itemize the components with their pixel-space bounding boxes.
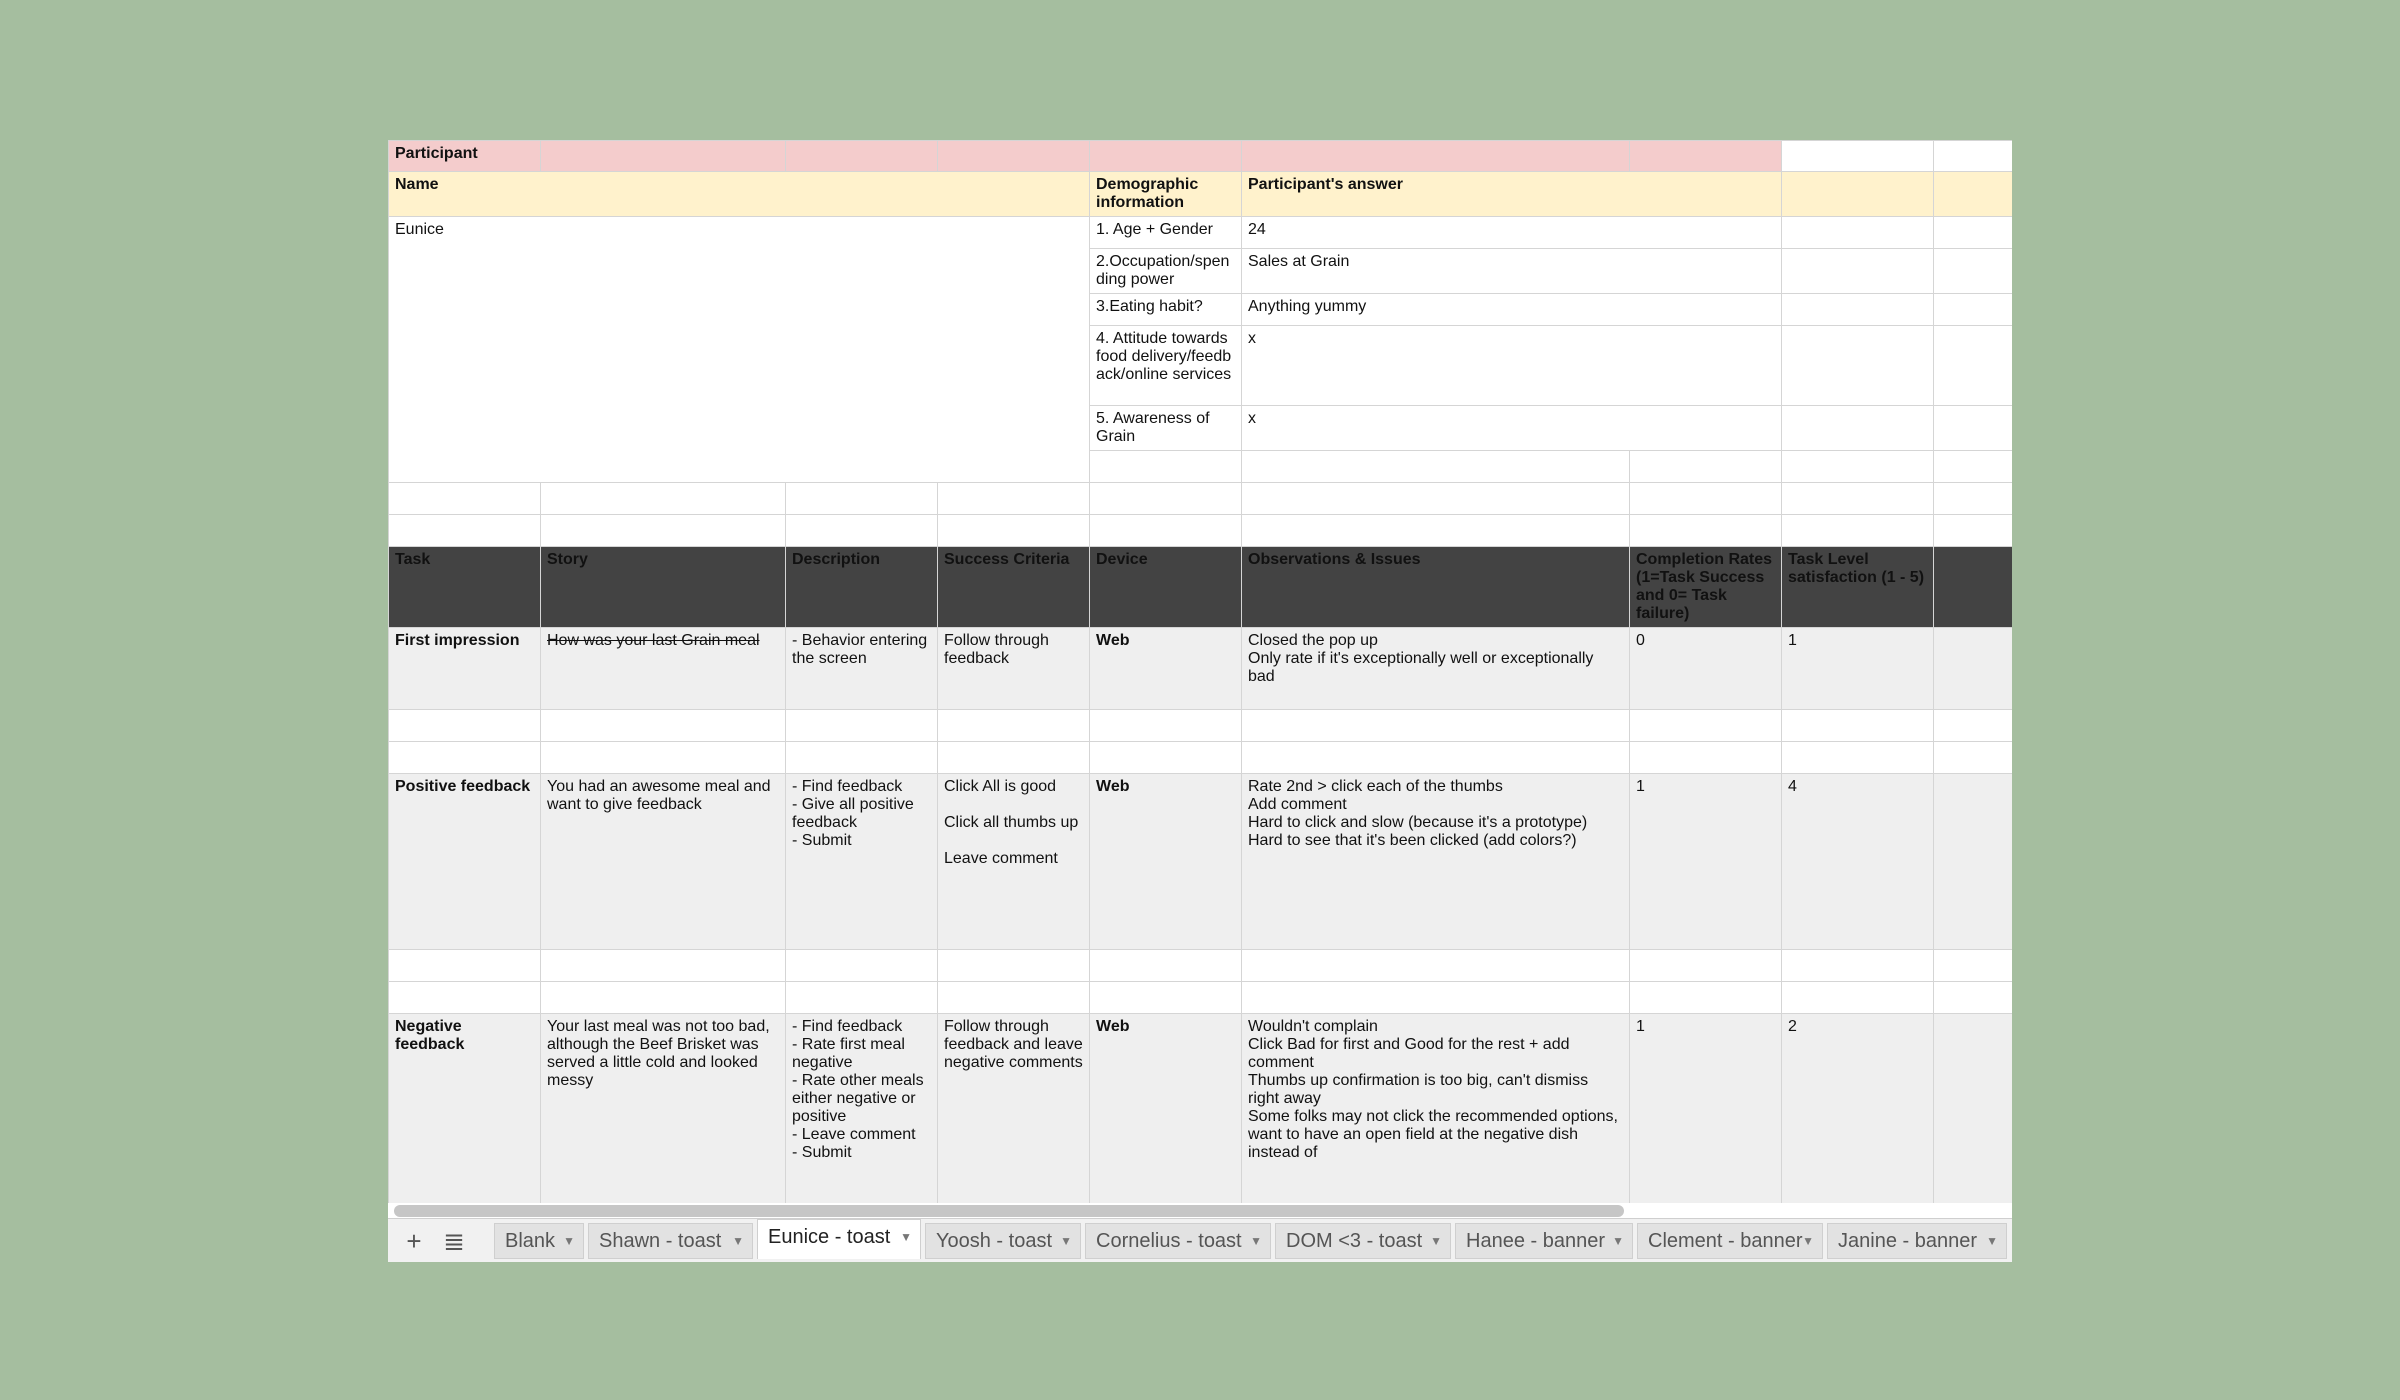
observation-line: Hard to click and slow (because it's a prototype) (1248, 814, 1588, 831)
all-sheets-icon[interactable]: ≣ (443, 1226, 465, 1256)
cell[interactable] (1242, 982, 1630, 1014)
cell[interactable] (1934, 483, 2013, 515)
sheet-tab-label: Yoosh - toast (936, 1230, 1053, 1252)
cell[interactable] (1934, 249, 2013, 294)
cell[interactable] (1782, 249, 1934, 294)
cell[interactable] (786, 742, 938, 774)
task-name[interactable]: Positive feedback (389, 774, 541, 950)
cell[interactable] (389, 710, 541, 742)
cell[interactable] (1242, 483, 1630, 515)
demographic-question[interactable]: 5. Awareness of Grain (1090, 406, 1242, 451)
description-line: - Leave comment (792, 1126, 916, 1143)
cell[interactable] (389, 982, 541, 1014)
cell[interactable] (1090, 451, 1242, 483)
description-line: - Rate first meal negative (792, 1036, 905, 1071)
cell[interactable] (1934, 515, 2013, 547)
observation-line: Click Bad for first and Good for the rest + add comment (1248, 1036, 1570, 1071)
cell[interactable] (1090, 710, 1242, 742)
cell[interactable] (1782, 982, 1934, 1014)
cell[interactable] (1630, 483, 1782, 515)
cell[interactable] (1090, 742, 1242, 774)
task-satisfaction[interactable]: 2 (1782, 1014, 1934, 1204)
cell[interactable] (541, 515, 786, 547)
cell[interactable] (786, 710, 938, 742)
participant-name[interactable]: Eunice (389, 217, 1090, 483)
observation-line: Hard to see that it's been clicked (add colors?) (1248, 832, 1577, 849)
cell[interactable] (1630, 950, 1782, 982)
tab-menu-icon[interactable]: ▼ (732, 1234, 744, 1248)
description-line: - Submit (792, 832, 852, 849)
tab-menu-icon[interactable]: ▼ (1430, 1234, 1442, 1248)
cell[interactable] (389, 483, 541, 515)
cell[interactable] (1782, 950, 1934, 982)
cell[interactable] (1782, 483, 1934, 515)
cell[interactable] (1782, 326, 1934, 406)
task-observations[interactable] (1242, 1014, 1630, 1204)
cell[interactable] (1934, 742, 2013, 774)
task-story[interactable]: How was your last Grain meal (541, 628, 786, 710)
task-name[interactable]: First impression (389, 628, 541, 710)
column-header[interactable]: Completion Rates (1=Task Success and 0= Task failure) (1630, 547, 1782, 628)
criteria-line: Leave comment (944, 850, 1058, 867)
cell[interactable] (1934, 294, 2013, 326)
cell[interactable] (1090, 483, 1242, 515)
cell[interactable] (1934, 451, 2013, 483)
column-header[interactable]: Observations & Issues (1242, 547, 1630, 628)
observation-line: Thumbs up confirmation is too big, can't dismiss right away (1248, 1072, 1589, 1107)
demographic-question[interactable]: 4. Attitude towards food delivery/feedback/online services (1090, 326, 1242, 406)
spreadsheet (388, 140, 2012, 1262)
column-header[interactable]: Story (541, 547, 786, 628)
cell[interactable] (1630, 141, 1782, 172)
demographic-answer[interactable]: Sales at Grain (1242, 249, 1782, 294)
cell[interactable] (786, 982, 938, 1014)
cell[interactable] (1242, 515, 1630, 547)
cell[interactable] (1630, 710, 1782, 742)
horizontal-scrollbar[interactable] (394, 1205, 1624, 1217)
cell[interactable] (1782, 710, 1934, 742)
column-header[interactable]: Device (1090, 547, 1242, 628)
task-criteria[interactable] (938, 774, 1090, 950)
sheet-tab-label: Shawn - toast (599, 1230, 722, 1252)
task-observations[interactable] (1242, 628, 1630, 710)
sheet-tab[interactable] (1275, 1223, 1451, 1259)
cell[interactable] (541, 141, 786, 172)
description-line: - Rate other meals either negative or positive (792, 1072, 924, 1125)
column-header[interactable]: Task Level satisfaction (1 - 5) (1782, 547, 1934, 628)
column-header[interactable]: Task (389, 547, 541, 628)
sheet-grid (388, 140, 2012, 1203)
cell[interactable] (938, 141, 1090, 172)
cell[interactable] (938, 515, 1090, 547)
description-line: - Behavior entering the screen (792, 632, 928, 667)
sheet-tab[interactable] (588, 1223, 753, 1259)
cell[interactable] (1782, 742, 1934, 774)
task-completion[interactable]: 0 (1630, 628, 1782, 710)
tab-menu-icon[interactable]: ▼ (900, 1230, 912, 1244)
task-description[interactable] (786, 774, 938, 950)
cell[interactable] (1090, 982, 1242, 1014)
participant-label[interactable]: Participant (389, 141, 541, 172)
cell[interactable] (1934, 172, 2013, 217)
cell[interactable] (541, 982, 786, 1014)
cell[interactable] (1630, 451, 1782, 483)
task-satisfaction[interactable]: 1 (1782, 628, 1934, 710)
cell[interactable] (1242, 710, 1630, 742)
sheet-tab-active[interactable] (757, 1219, 921, 1259)
task-device[interactable]: Web (1090, 1014, 1242, 1204)
cell[interactable] (1934, 406, 2013, 451)
task-observations[interactable] (1242, 774, 1630, 950)
demographic-answer[interactable]: Anything yummy (1242, 294, 1782, 326)
cell[interactable] (938, 742, 1090, 774)
sheet-tab-label: Clement - banner (1648, 1230, 1803, 1252)
cell[interactable] (938, 710, 1090, 742)
sheet-tab-label: Hanee - banner (1466, 1230, 1605, 1252)
description-line: - Give all positive feedback (792, 796, 914, 831)
cell[interactable] (1782, 515, 1934, 547)
tab-menu-icon[interactable]: ▼ (1612, 1234, 1624, 1248)
task-completion[interactable]: 1 (1630, 774, 1782, 950)
description-line: - Submit (792, 1144, 852, 1161)
cell[interactable] (1782, 217, 1934, 249)
cell[interactable] (1934, 710, 2013, 742)
sheet-tab-label: Blank (505, 1230, 556, 1252)
cell[interactable] (1782, 294, 1934, 326)
demographic-answer[interactable]: x (1242, 406, 1782, 451)
cell[interactable] (389, 742, 541, 774)
cell[interactable] (1782, 451, 1934, 483)
demographic-question[interactable]: 1. Age + Gender (1090, 217, 1242, 249)
demographic-answer[interactable]: 24 (1242, 217, 1782, 249)
cell[interactable] (389, 515, 541, 547)
cell[interactable] (1934, 547, 2013, 628)
sheet-tab-bar (388, 1218, 2012, 1262)
cell[interactable] (1934, 1014, 2013, 1204)
sheet-tab[interactable] (1827, 1223, 2007, 1259)
column-header[interactable]: Description (786, 547, 938, 628)
tab-menu-icon[interactable]: ▼ (563, 1234, 575, 1248)
tab-menu-icon[interactable]: ▼ (1986, 1234, 1998, 1248)
cell[interactable] (389, 950, 541, 982)
cell[interactable] (786, 483, 938, 515)
cell[interactable] (786, 141, 938, 172)
observation-line: Rate 2nd > click each of the thumbs (1248, 778, 1503, 795)
cell[interactable] (1934, 950, 2013, 982)
observation-line: Some folks may not click the recommended options, want to have an open field at the negative dish instead of (1248, 1108, 1618, 1161)
cell[interactable] (541, 483, 786, 515)
data-table (388, 140, 2012, 1203)
demographic-label[interactable]: Demographic information (1090, 172, 1242, 217)
observation-line: Closed the pop up (1248, 632, 1378, 649)
cell[interactable] (1242, 742, 1630, 774)
criteria-line: Click All is good (944, 778, 1057, 795)
task-story[interactable]: Your last meal was not too bad, although the Beef Brisket was served a little cold and looked messy (541, 1014, 786, 1204)
observation-line: Only rate if it's exceptionally well or exceptionally bad (1248, 650, 1594, 685)
sheet-tab[interactable] (1085, 1223, 1271, 1259)
sheet-tab-label: Cornelius - toast (1096, 1230, 1242, 1252)
cell[interactable] (541, 742, 786, 774)
cell[interactable] (1630, 982, 1782, 1014)
observation-line: Wouldn't complain (1248, 1018, 1378, 1035)
cell[interactable] (1242, 950, 1630, 982)
tab-menu-icon[interactable]: ▼ (1060, 1234, 1072, 1248)
task-name[interactable]: Negative feedback (389, 1014, 541, 1204)
cell[interactable] (1782, 406, 1934, 451)
cell[interactable] (1630, 515, 1782, 547)
cell[interactable] (1934, 628, 2013, 710)
answer-label[interactable]: Participant's answer (1242, 172, 1782, 217)
sheet-tab-label: Eunice - toast (768, 1226, 891, 1248)
cell[interactable] (1630, 742, 1782, 774)
cell[interactable] (1090, 141, 1242, 172)
tab-menu-icon[interactable]: ▼ (1802, 1234, 1814, 1248)
task-criteria[interactable] (938, 628, 1090, 710)
cell[interactable] (938, 950, 1090, 982)
tab-menu-icon[interactable]: ▼ (1250, 1234, 1262, 1248)
cell[interactable] (541, 950, 786, 982)
name-label[interactable]: Name (389, 172, 1090, 217)
cell[interactable] (541, 710, 786, 742)
criteria-line: Click all thumbs up (944, 814, 1079, 831)
cell[interactable] (786, 515, 938, 547)
cell[interactable] (1934, 326, 2013, 406)
cell[interactable] (786, 950, 938, 982)
cell[interactable] (1090, 515, 1242, 547)
demographic-question[interactable]: 3.Eating habit? (1090, 294, 1242, 326)
cell[interactable] (1242, 141, 1630, 172)
sheet-tab-label: Janine - banner (1838, 1230, 1977, 1252)
sheet-tab[interactable] (1455, 1223, 1633, 1259)
cell[interactable] (1242, 451, 1630, 483)
task-description[interactable] (786, 628, 938, 710)
cell[interactable] (1934, 141, 2013, 172)
task-criteria[interactable] (938, 1014, 1090, 1204)
cell[interactable] (938, 982, 1090, 1014)
demographic-answer[interactable]: x (1242, 326, 1782, 406)
sheet-tab[interactable] (1637, 1223, 1823, 1259)
cell[interactable] (1934, 774, 2013, 950)
description-line: - Find feedback (792, 778, 903, 795)
criteria-line: Follow through feedback (944, 632, 1049, 667)
demographic-question[interactable]: 2.Occupation/spending power (1090, 249, 1242, 294)
observation-line: Add comment (1248, 796, 1347, 813)
task-satisfaction[interactable]: 4 (1782, 774, 1934, 950)
add-sheet-icon[interactable]: + (406, 1226, 422, 1256)
cell[interactable] (1782, 141, 1934, 172)
sheet-tab[interactable] (494, 1223, 584, 1259)
cell[interactable] (1934, 217, 2013, 249)
sheet-tab-label: DOM <3 - toast (1286, 1230, 1423, 1252)
sheet-tab[interactable] (925, 1223, 1081, 1259)
task-device[interactable]: Web (1090, 774, 1242, 950)
task-description[interactable] (786, 1014, 938, 1204)
criteria-line: Follow through feedback and leave negative comments (944, 1018, 1083, 1071)
task-completion[interactable]: 1 (1630, 1014, 1782, 1204)
column-header[interactable]: Success Criteria (938, 547, 1090, 628)
description-line: - Find feedback (792, 1018, 903, 1035)
task-story[interactable]: You had an awesome meal and want to give feedback (541, 774, 786, 950)
cell[interactable] (1782, 172, 1934, 217)
cell[interactable] (1090, 950, 1242, 982)
cell[interactable] (938, 483, 1090, 515)
task-device[interactable]: Web (1090, 628, 1242, 710)
cell[interactable] (1934, 982, 2013, 1014)
